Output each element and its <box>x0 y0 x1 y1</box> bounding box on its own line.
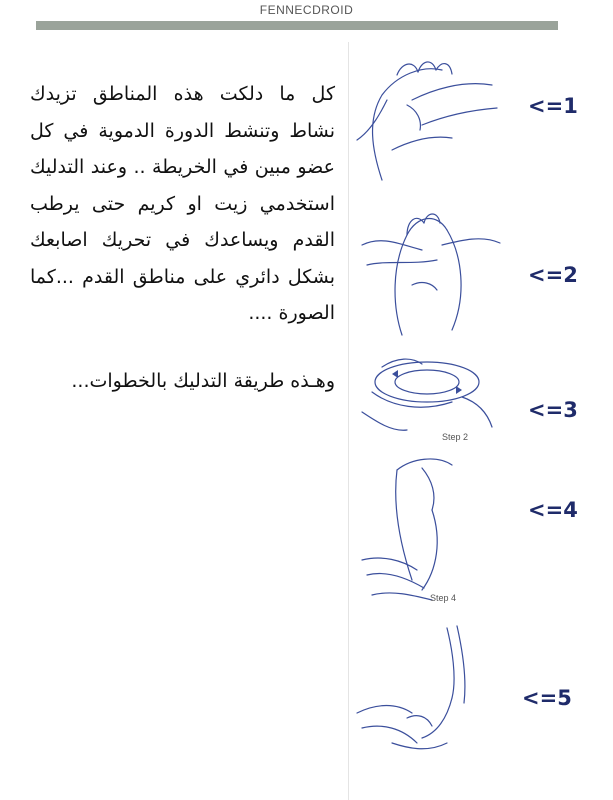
circular-massage-icon <box>352 352 502 447</box>
article-paragraph-1: كل ما دلكت هذه المناطق تزيدك نشاط وتنشط الدورة الدموية في كل عضو مبين في الخريطة .. وعند التدليك استخدمي زيت او كريم حتى يرطب القدم ويساعدك في تحريك اصابعك بشكل دائري على مناطق القدم ...كما الصورة .... <box>30 83 335 324</box>
article-paragraph-2: وهـذه طريقة التدليك بالخطوات... <box>71 369 335 392</box>
step-2-label: <=2 <box>528 263 578 287</box>
step-3-caption: Step 2 <box>442 432 469 442</box>
step-1 <box>352 50 610 190</box>
step-4-label: <=4 <box>528 498 578 522</box>
step-5-label: <=5 <box>522 686 572 710</box>
ankle-massage-icon <box>352 618 502 768</box>
article-text <box>30 76 335 399</box>
foot-massage-thumb-press-icon <box>352 50 502 190</box>
step-4 <box>352 450 610 610</box>
step-1-label: <=1 <box>528 94 578 118</box>
step-3-label: <=3 <box>528 398 578 422</box>
brand-title: FENNECDROID <box>259 3 354 17</box>
step-2 <box>352 205 610 345</box>
step-4-caption: Step 4 <box>430 593 457 603</box>
toe-stretch-icon <box>352 450 502 610</box>
column-divider <box>348 42 349 800</box>
step-3 <box>352 352 610 447</box>
header-bar <box>36 21 558 30</box>
step-5 <box>352 618 610 768</box>
foot-sole-massage-icon <box>352 205 502 345</box>
